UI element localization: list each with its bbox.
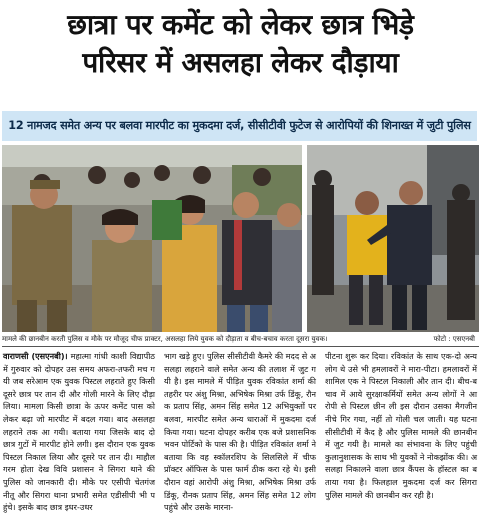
agency: (एसएनबी)। <box>31 351 68 361</box>
column-1-text: महात्मा गांधी काशी विद्यापीठ में गुरुवार को दोपहर उस समय अफरा-तफरी मच गयी जब सरेआम एक युवक पिस्टल लहराते हुए किसी दूसरे छात्र पर तान दी और गोली मारने के लिए दौड़ा लिया। मामला किसी छात्रा के ऊपर कमेंट पास को लेकर बढ़ा जो मारपीट में बदल गया। बाद असलहा लहराने तक आ गयी। बताया गया जिसके बाद दो छात्र गुटों में मारपीट होने लगी। इस दौरान एक युवक पिस्टल निकाल लिया और दूसरे पर तान दी। माहौल गरम होता देख विवि प्रशासन ने सिगरा थाने की पुलिस को जानकारी दी। मौके पर एसीपी चेतगंज नीतू और सिगरा थाना प्रभारी समेत एडीसीपी भी पहुंचे। इसके बाद छात्र इधर-उधर <box>3 351 156 513</box>
article-body <box>3 350 478 513</box>
photo-caption-row <box>2 333 479 345</box>
headline-line-1: छात्रा पर कमेंट को लेकर छात्र भिड़े <box>67 8 414 41</box>
dateline: वाराणसी <box>3 351 29 361</box>
subheadline: 12 नामजद समेत अन्य पर बलवा मारपीट का मुकदमा दर्ज, सीसीटीवी फुटेज से आरोपियों की शिनाख्त में जुटी पुलिस <box>2 111 477 141</box>
photo-police-and-proctor <box>2 145 302 332</box>
headline <box>0 6 481 82</box>
photo-block <box>2 145 479 332</box>
column-3-text: पीटना शुरू कर दिया। रविकांत के साथ एक-दो अन्य लोग थे उसे भी हमलावरों ने मारा-पीटा। हमलावरों में शामिल एक ने पिस्टल निकाली और तान दी। बीच-बचाव में आये सुरक्षाकर्मियों समेत अन्य लोगों ने आरोपी से पिस्टल छीन ली इस दौरान उसका मैगजीन नीचे गिर गया, नहीं तो गोली चल जाती। यह घटना सीसीटीवी में कैद है और पुलिस मामले की छानबीन में जुट गयी है। मामले का संभावना के लिए पहुंची कुलानुशासक के साथ भी युवकों ने नोकझोंक की। असलहा निकालने वाला छात्र कैंपस के हॉस्टल का बताया गया है। फिलहाल मुकदमा दर्ज कर सिगरा पुलिस मामले की छानबीन कर रही है। <box>325 351 477 500</box>
photo-caption: मामले की छानबीन करती पुलिस व मौके पर मौजूद चीफ प्राक्टर, असलहा लिये युवक को दौड़ाता व बीच-बचाव करता दूसरा युवक। <box>2 335 328 343</box>
headline-line-2: परिसर में असलहा लेकर दौड़ाया <box>82 46 399 79</box>
article-column-1 <box>3 350 156 513</box>
photo-credit: फोटो : एसएनबी <box>433 335 475 343</box>
article-column-3 <box>325 350 477 502</box>
crowd-illustration <box>2 145 302 332</box>
article-column-2 <box>164 350 316 513</box>
divider <box>2 346 479 347</box>
column-2-text: भाग खड़े हुए। पुलिस सीसीटीवी कैमरे की मदद से असलहा लहराने वाले समेत अन्य की तलाश में जुट गयी है। इस मामले में पीड़ित युवक रविकांत शर्मा की तहरीर पर अंशु मिश्रा, अभिषेक मिश्रा उर्फ डिंकू, रौनक प्रताप सिंह, अमन सिंह समेत 12 अभियुक्तों पर बलवा, मारपीट समेत अन्य धाराओं में मुकदमा दर्ज किया गया। घटना दोपहर करीब एक बजे प्रशासनिक भवन पोर्टिको के पास की है। पीड़ित रविकांत शर्मा ने बताया कि वह स्कॉलरशिप के सिलसिले में चीफ प्रॉक्टर ऑफिस के पास फार्म ठीक करा रहे थे। इसी दौरान वहां आरोपी अंशु मिश्रा, अभिषेक मिश्रा उर्फ डिंकू, रौनक प्रताप सिंह, अमन सिंह समेत 12 लोग पहुंचे और उसके मारना- <box>164 351 316 513</box>
scuffle-illustration <box>307 145 479 332</box>
photo-youth-with-weapon <box>307 145 479 332</box>
